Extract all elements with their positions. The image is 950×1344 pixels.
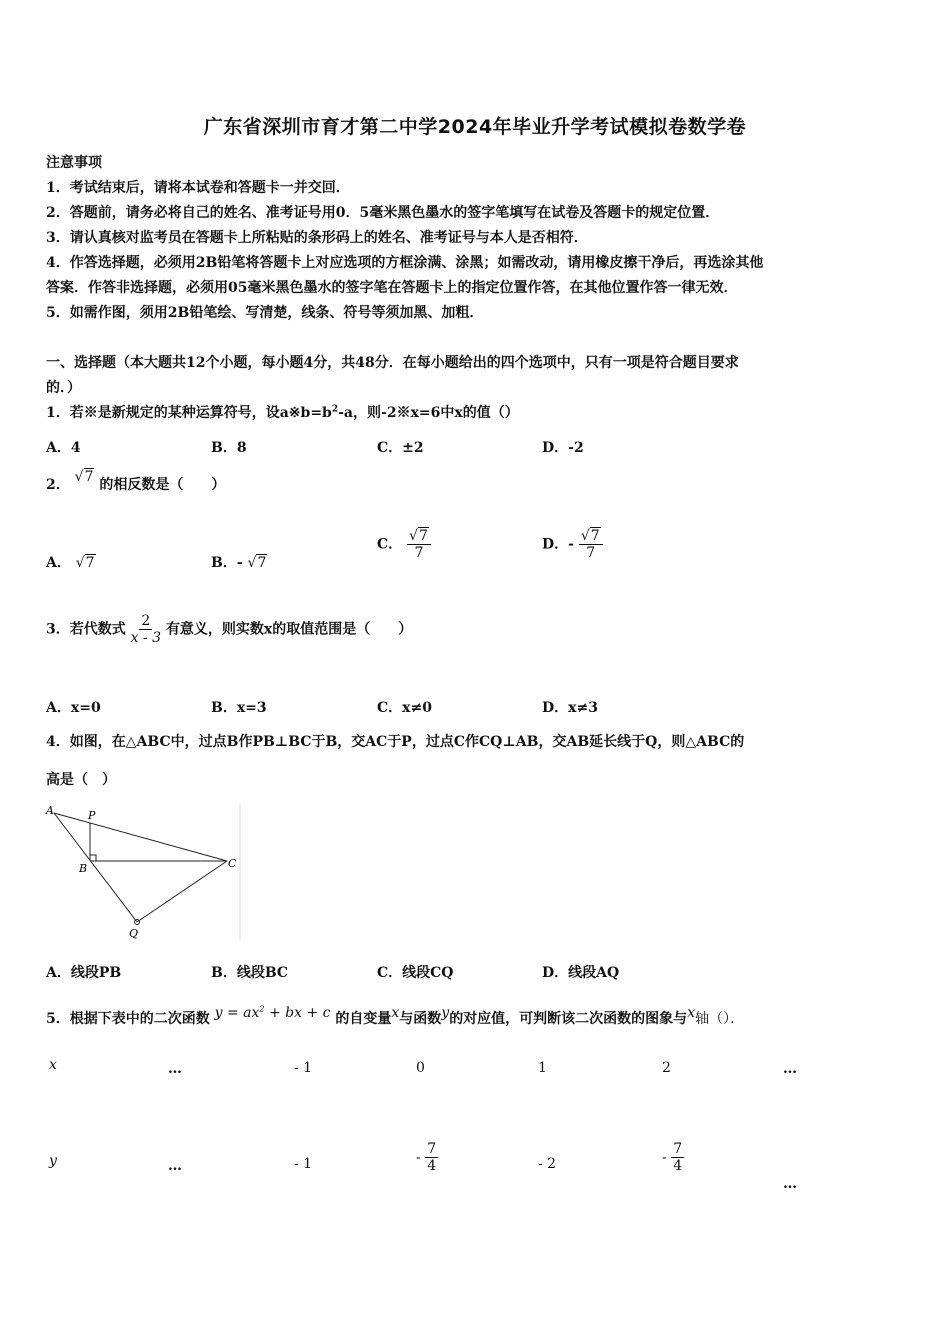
q2-option-b-radicand: 7 [257, 555, 267, 571]
q3-option-a: A．x=0 [46, 700, 101, 716]
q2-option-d-den: 7 [586, 545, 596, 562]
q4-option-a: A．线段PB [46, 965, 122, 981]
q3-option-b: B．x=3 [211, 700, 267, 716]
q5-formula-sup: 2 [259, 1004, 265, 1014]
q3-option-d: D．x≠3 [542, 700, 598, 716]
q2-option-a-sqrt: √7 [75, 555, 95, 571]
label-b: B [79, 862, 88, 875]
table-y-frac-num: 7 [427, 1141, 437, 1157]
table-x-cell: 0 [416, 1060, 425, 1076]
table-x-cell: 2 [662, 1060, 671, 1076]
notice-item: 3．请认真核对监考员在答题卡上所粘贴的条形码上的姓名、准考证号与本人是否相符． [46, 230, 588, 246]
table-y-frac-den: 4 [427, 1158, 437, 1175]
q2-radicand: 7 [84, 469, 94, 485]
section-heading: 一、选择题（本大题共12个小题，每小题4分，共48分．在每小题给出的四个选项中，只有一项是符合题目要求 [46, 355, 739, 371]
q2-option-c-radicand: 7 [418, 528, 428, 544]
question-4: 4．如图，在△ABC中，过点B作PB⊥BC于B，交AC于P，过点C作CQ⊥AB，交AB延长线于Q，则△ABC的 [46, 734, 745, 750]
q2-num: 2． [46, 477, 70, 493]
table-y-fraction [671, 1141, 684, 1174]
q3-text-a: 3．若代数式 [46, 621, 126, 638]
q5-text-c: 与函数 [399, 1011, 442, 1027]
segment-ac [54, 813, 227, 861]
table-y-frac-den: 4 [673, 1158, 683, 1175]
q5-text-e: 轴（）． [695, 1011, 745, 1027]
segment-aq [54, 813, 137, 922]
q3-frac-num: 2 [141, 613, 151, 629]
q5-var-y: y [441, 1005, 450, 1021]
table-y-cell: - 2 [538, 1156, 557, 1172]
notice-item: 2．答题前，请务必将自己的姓名、准考证号用0．5毫米黑色墨水的签字笔填写在试卷及答题卡的规定位置． [46, 205, 720, 221]
q2-option-a-radicand: 7 [85, 555, 95, 571]
q4-option-b: B．线段BC [211, 965, 289, 981]
q1-option-a: A．4 [46, 440, 81, 456]
table-y-frac-sign: - [662, 1149, 667, 1166]
q2-option-c-sqrt: √7 [409, 528, 428, 544]
section-heading-cont: 的．） [46, 380, 81, 396]
label-p: P [88, 809, 96, 822]
page-title: 广东省深圳市育才第二中学2024年毕业升学考试模拟卷数学卷 [203, 116, 747, 138]
q2-text: 的相反数是（ ） [99, 477, 226, 493]
table-y-fraction [425, 1141, 438, 1174]
q5-text-d: 的对应值，可判断该二次函数的图象与 [449, 1011, 688, 1027]
q2-option-d-sqrt: √7 [580, 528, 600, 544]
q3-frac-den: x - 3 [130, 630, 162, 647]
table-y-cell: … [783, 1176, 797, 1192]
table-y-label: y [49, 1153, 57, 1169]
q2-option-d-label: D．- [542, 536, 574, 553]
q2-option-d-radicand: 7 [590, 528, 600, 544]
q2-option-c-label: C． [377, 536, 403, 553]
q2-option-c [377, 528, 431, 561]
q5-formula-a: y = ax [214, 1005, 260, 1021]
table-x-cell: … [783, 1061, 797, 1077]
question-5 [46, 1004, 745, 1028]
table-x-cell: - 1 [294, 1060, 313, 1076]
table-y-cell: - 1 [294, 1156, 313, 1172]
notice-item: 5．如需作图，须用2B铅笔绘、写清楚，线条、符号等须加黑、加粗． [46, 305, 484, 321]
notice-item: 答案．作答非选择题，必须用05毫米黑色墨水的签字笔在答题卡上的指定位置作答，在其他位置作答一律无效． [46, 280, 738, 296]
notice-heading: 注意事项 [46, 155, 102, 171]
segment-qc [137, 861, 227, 922]
q3-option-c: C．x≠0 [377, 700, 432, 716]
question-4-cont: 高是（ ） [46, 772, 116, 788]
q5-formula-b: + bx + c [264, 1005, 331, 1021]
q2-option-a [46, 552, 96, 572]
table-y-frac-num: 7 [673, 1141, 683, 1157]
q5-text-a: 5．根据下表中的二次函数 [46, 1011, 210, 1027]
table-y-cell [662, 1141, 684, 1174]
sqrt-symbol: √7 [74, 469, 94, 485]
q1-sup: 2 [331, 404, 339, 415]
table-y-cell [416, 1141, 438, 1174]
q5-text-b: 的自变量 [335, 1011, 392, 1027]
q2-option-b-label: B．- [211, 555, 243, 571]
triangle-figure [44, 802, 244, 942]
table-y-cell: … [168, 1158, 182, 1174]
q3-text-b: 有意义，则实数x的取值范围是（ ） [165, 621, 413, 638]
q2-option-b-sqrt: √7 [247, 555, 267, 571]
label-c: C [228, 857, 237, 870]
q4-option-c: C．线段CQ [377, 965, 454, 981]
notice-item: 1．考试结束后，请将本试卷和答题卡一并交回． [46, 180, 350, 196]
right-angle-b [90, 855, 96, 861]
label-q: Q [129, 927, 139, 940]
q4-option-d: D．线段AQ [542, 965, 620, 981]
table-x-cell: … [168, 1061, 182, 1077]
q5-var-x: x [391, 1005, 400, 1021]
table-x-label: x [49, 1057, 57, 1073]
notice-item: 4．作答选择题，必须用2B铅笔将答题卡上对应选项的方框涂满、涂黑；如需改动，请用橡皮擦干净后，再选涂其他 [46, 255, 764, 271]
table-x-cell: 1 [538, 1060, 547, 1076]
q3-fraction [131, 613, 161, 646]
label-a: A [46, 804, 54, 817]
q1-option-c: C．±2 [377, 440, 424, 456]
question-2 [46, 469, 226, 494]
q5-formula [215, 1005, 331, 1021]
q2-option-d-fraction [579, 528, 603, 561]
q2-option-d [542, 528, 603, 561]
q1-text-a: 1．若※是新规定的某种运算符号，设a※b=b [46, 405, 332, 421]
question-3 [46, 613, 412, 646]
q1-option-b: B．8 [211, 440, 247, 456]
q2-option-a-label: A． [46, 555, 71, 571]
q1-text-b: -a，则-2※x=6中x的值（） [338, 405, 519, 421]
table-y-frac-sign: - [416, 1149, 421, 1166]
q1-option-d: D．-2 [542, 440, 584, 456]
question-1 [46, 402, 519, 422]
q2-option-c-den: 7 [414, 545, 424, 562]
q2-option-c-fraction [407, 528, 431, 561]
q2-option-b [211, 552, 267, 572]
q5-var-x2: x [687, 1005, 696, 1021]
